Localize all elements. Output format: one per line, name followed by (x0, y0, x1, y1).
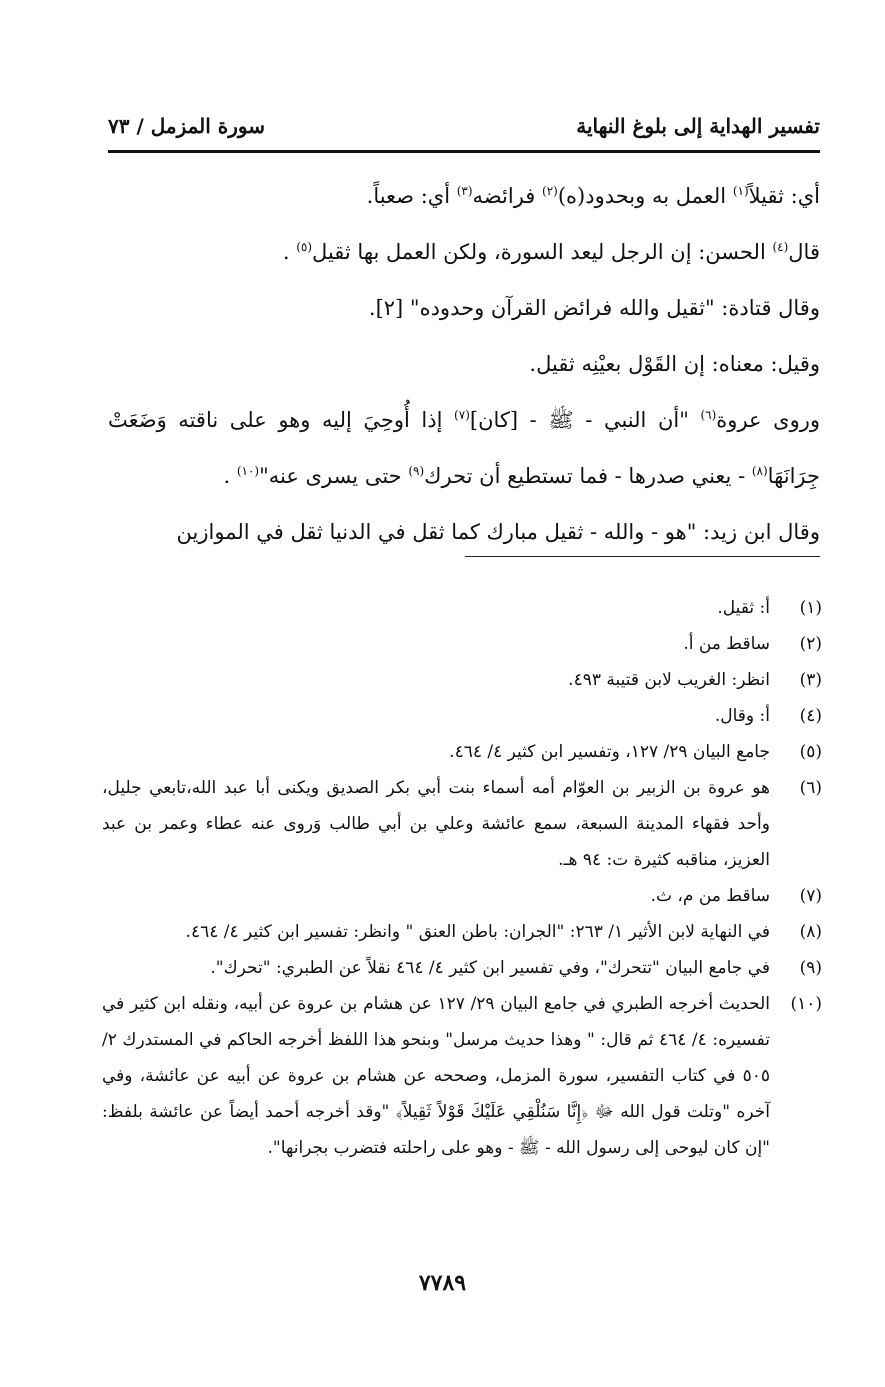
footnote-ref: (١) (732, 184, 749, 198)
footnote-number: (٧) (799, 886, 822, 906)
footnote-ref: (٨) (751, 464, 768, 478)
book-title: تفسير الهداية إلى بلوغ النهاية (576, 114, 820, 138)
body-paragraph: وقال ابن زيد: "هو - والله - ثقيل مبارك كما ثقل في الدنيا ثقل في الموازين (176, 520, 820, 544)
running-header (108, 108, 820, 144)
footnote (102, 698, 822, 734)
footnote-ref: (٢) (542, 184, 558, 198)
body-paragraph: أي: ثقيلاً$^{(١)}$ العمل به وبحدود(ه)$^{(٢)}$ فرائضه$^{(٣)}$ أي: صعباً. (366, 184, 820, 208)
body-paragraph: قال$^{(٤)}$ الحسن: إن الرجل ليعد السورة، ولكن العمل بها ثقيل$^{(٥)}$ . (282, 240, 820, 264)
body-paragraph: وروى عروة$^{(٦)}$ "أن النبي - ﷺ - [كان]$^{(٧)}$ إذا أُوحِيَ إليه وهو على ناقته وَضَعَتْ جِرَانَهَا$^{(٨)}$ - يعني صدرها - فما تستطيع أن تحرك$^{(٩)}$ حتى يسرى عنه"$^{(١٠)}$ . (108, 408, 821, 488)
footnote-ref: (٥) (296, 240, 313, 254)
footnote-text: جامع البيان ٢٩/ ١٢٧، وتفسير ابن كثير ٤/ ٤٦٤. (449, 742, 770, 762)
footnote-number: (٣) (799, 670, 822, 690)
footnote-number: (٦) (799, 778, 822, 798)
footnote-ref: (٧) (454, 408, 470, 422)
body-paragraph: وقيل: معناه: إن القَوْل بعيْنِه ثقيل. (529, 352, 820, 376)
surah-title: سورة المزمل / ٧٣ (108, 114, 266, 138)
footnote-text: انظر: الغريب لابن قتيبة ٤٩٣. (568, 670, 770, 690)
footnote-number: (١٠) (790, 994, 822, 1014)
footnote-number: (٢) (799, 634, 822, 654)
footnote-separator (465, 556, 820, 557)
footnote-number: (١) (799, 598, 822, 618)
footnote-ref: (٣) (456, 184, 473, 198)
footnote (102, 914, 822, 950)
page-number: ٧٧٨٩ (418, 1270, 467, 1296)
main-text (108, 168, 820, 560)
header-rule (108, 150, 820, 153)
footnote (102, 590, 822, 626)
footnote (102, 878, 822, 914)
footnote-text: هو عروة بن الزبير بن العوّام أمه أسماء بنت أبي بكر الصديق ويكنى أبا عبد الله،تابعي جليل، وأحد فقهاء المدينة السبعة، سمع عائشة وعلي بن أبي طالب وَروى عنه عطاء وعمر بن عبد العزيز، مناقبه كثيرة ت: ٩٤ هـ. (102, 778, 770, 870)
footnote-text: ساقط من م، ث. (650, 886, 770, 906)
footnote-number: (٤) (799, 706, 822, 726)
footnote (102, 986, 822, 1166)
footnote-text: في النهاية لابن الأثير ١/ ٢٦٣: "الجران: باطن العنق " وانظر: تفسير ابن كثير ٤/ ٤٦٤. (185, 922, 770, 942)
footnote (102, 662, 822, 698)
footnote (102, 626, 822, 662)
footnote-number: (٩) (799, 958, 822, 978)
footnote-text: في جامع البيان "تتحرك"، وفي تفسير ابن كثير ٤/ ٤٦٤ نقلاً عن الطبري: "تحرك". (210, 958, 770, 978)
footnote (102, 770, 822, 878)
footnote-ref: (٩) (408, 464, 425, 478)
footnote (102, 950, 822, 986)
footnote-text: أ: ثقيل. (717, 598, 770, 618)
footnote-number: (٥) (799, 742, 822, 762)
body-paragraph: وقال قتادة: "ثقيل والله فرائض القرآن وحدوده" [٢]. (368, 296, 820, 320)
footnotes (102, 590, 822, 1166)
footnote-ref: (٤) (772, 240, 789, 254)
footnote (102, 734, 822, 770)
footnote-text: أ: وقال. (714, 706, 770, 726)
footnote-ref: (٦) (700, 408, 717, 422)
footnote-text: الحديث أخرجه الطبري في جامع البيان ٢٩/ ١٢٧ عن هشام بن عروة عن أبيه، ونقله ابن كثير في تفسيره: ٤/ ٤٦٤ ثم قال: " وهذا حديث مرسل" وبنحو هذا اللفظ أخرجه الحاكم في المستدرك ٢/ ٥٠٥ في كتاب التفسير، سورة المزمل، وصححه عن هشام بن عروة عن أبيه عن عائشة، وفي آخره "وتلت قول الله ﷻ ﴿إِنَّا سَنُلْقِي عَلَيْكَ قَوْلاً ثَقِيلاً﴾ "وقد أخرجه أحمد أيضاً عن عائشة بلفظ: "إن كان ليوحى إلى رسول الله - ﷺ - وهو على راحلته فتضرب بجرانها". (102, 994, 770, 1158)
footnote-ref: (١٠) (236, 464, 260, 478)
footnote-text: ساقط من أ. (683, 634, 770, 654)
footnote-number: (٨) (799, 922, 822, 942)
